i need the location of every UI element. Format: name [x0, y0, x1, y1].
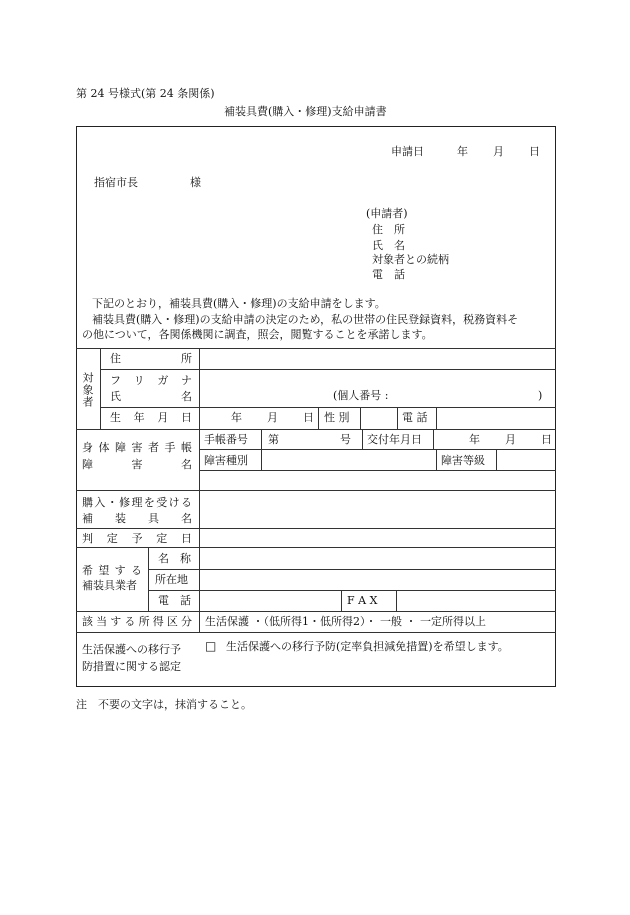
application-date-day: 日	[529, 145, 540, 158]
subject-furigana-label: フ リ ガ ナ	[110, 374, 192, 387]
addressee: 指宿市長	[94, 176, 138, 189]
transition-label-line1: 生活保護への移行予	[82, 643, 181, 656]
device-label-line2: 補 装 具 名	[82, 512, 192, 525]
subject-phone-label: 電 話	[402, 411, 428, 424]
honorific: 様	[190, 176, 201, 189]
income-label: 該 当 す る 所 得 区 分	[82, 615, 192, 628]
birthdate-day: 日	[303, 411, 314, 424]
transition-text: 生活保護への移行予防(定率負担減免措置)を希望します。	[226, 640, 509, 653]
vendor-phone-label: 電 話	[158, 594, 191, 607]
subject-group-label: 対象者	[81, 372, 94, 408]
consent-line-3: の他について，各関係機関に調査，照会，閲覧することを承諾します。	[82, 328, 433, 341]
applicant-address-label: 住 所	[372, 223, 405, 236]
consent-line-2: 補装具費(購入・修理)の支給申請の決定のため，私の世帯の住民登録資料，税務資料そ	[92, 313, 519, 326]
handbook-number-prefix: 第	[268, 433, 279, 446]
consent-line-1: 下記のとおり，補装具費(購入・修理)の支給申請をします。	[92, 297, 386, 310]
applicant-name-label: 氏 名	[372, 239, 405, 252]
disability-grade-label: 障害等級	[441, 454, 485, 467]
handbook-label: 身 体 障 害 者 手 帳	[82, 441, 192, 454]
applicant-heading: (申請者)	[366, 207, 408, 220]
form-title: 補装具費(購入・修理)支給申請書	[224, 105, 387, 118]
vendor-fax-label: F A X	[347, 594, 378, 607]
decision-date-label: 判 定 予 定 日	[82, 532, 192, 545]
subject-address-label: 住 所	[110, 352, 192, 365]
applicant-phone-label: 電 話	[372, 268, 405, 281]
form-number: 第 24 号様式(第 24 条関係)	[76, 87, 215, 100]
issue-date-month: 月	[505, 433, 516, 446]
application-date-month: 月	[493, 145, 504, 158]
applicant-relation-label: 対象者との続柄	[372, 253, 449, 266]
handbook-number-suffix: 号	[340, 433, 351, 446]
birthdate-year: 年	[231, 411, 242, 424]
vendor-label-line1: 希 望 す る	[82, 564, 142, 577]
personal-number-label: (個人番号 :	[333, 389, 389, 402]
birthdate-month: 月	[267, 411, 278, 424]
handbook-number-label: 手帳番号	[204, 433, 248, 446]
application-date-year: 年	[457, 145, 468, 158]
income-options: 生活保護 ・（低所得1・低所得2）・ 一般 ・ 一定所得以上	[205, 615, 486, 628]
vendor-label-line2: 補装具業者	[82, 579, 137, 592]
subject-name-label: 氏 名	[110, 390, 192, 403]
issue-date-day: 日	[541, 433, 552, 446]
sex-label: 性 別	[324, 411, 350, 424]
transition-label-line2: 防措置に関する認定	[82, 660, 181, 673]
device-label-line1: 購 入 ・ 修 理 を 受 け る	[82, 496, 192, 509]
footnote: 注 不要の文字は，抹消すること。	[76, 698, 252, 711]
disability-type-label: 障害種別	[204, 454, 248, 467]
issue-date-label: 交付年月日	[367, 433, 422, 446]
disability-name-label: 障 害 名	[82, 458, 192, 471]
vendor-location-label: 所在地	[155, 573, 188, 586]
application-date-label: 申請日	[391, 145, 424, 158]
transition-checkbox[interactable]: □	[205, 639, 217, 653]
vendor-name-label: 名 称	[158, 552, 191, 565]
issue-date-year: 年	[469, 433, 480, 446]
subject-birthdate-label: 生 年 月 日	[110, 411, 192, 424]
personal-number-close: )	[538, 389, 543, 402]
